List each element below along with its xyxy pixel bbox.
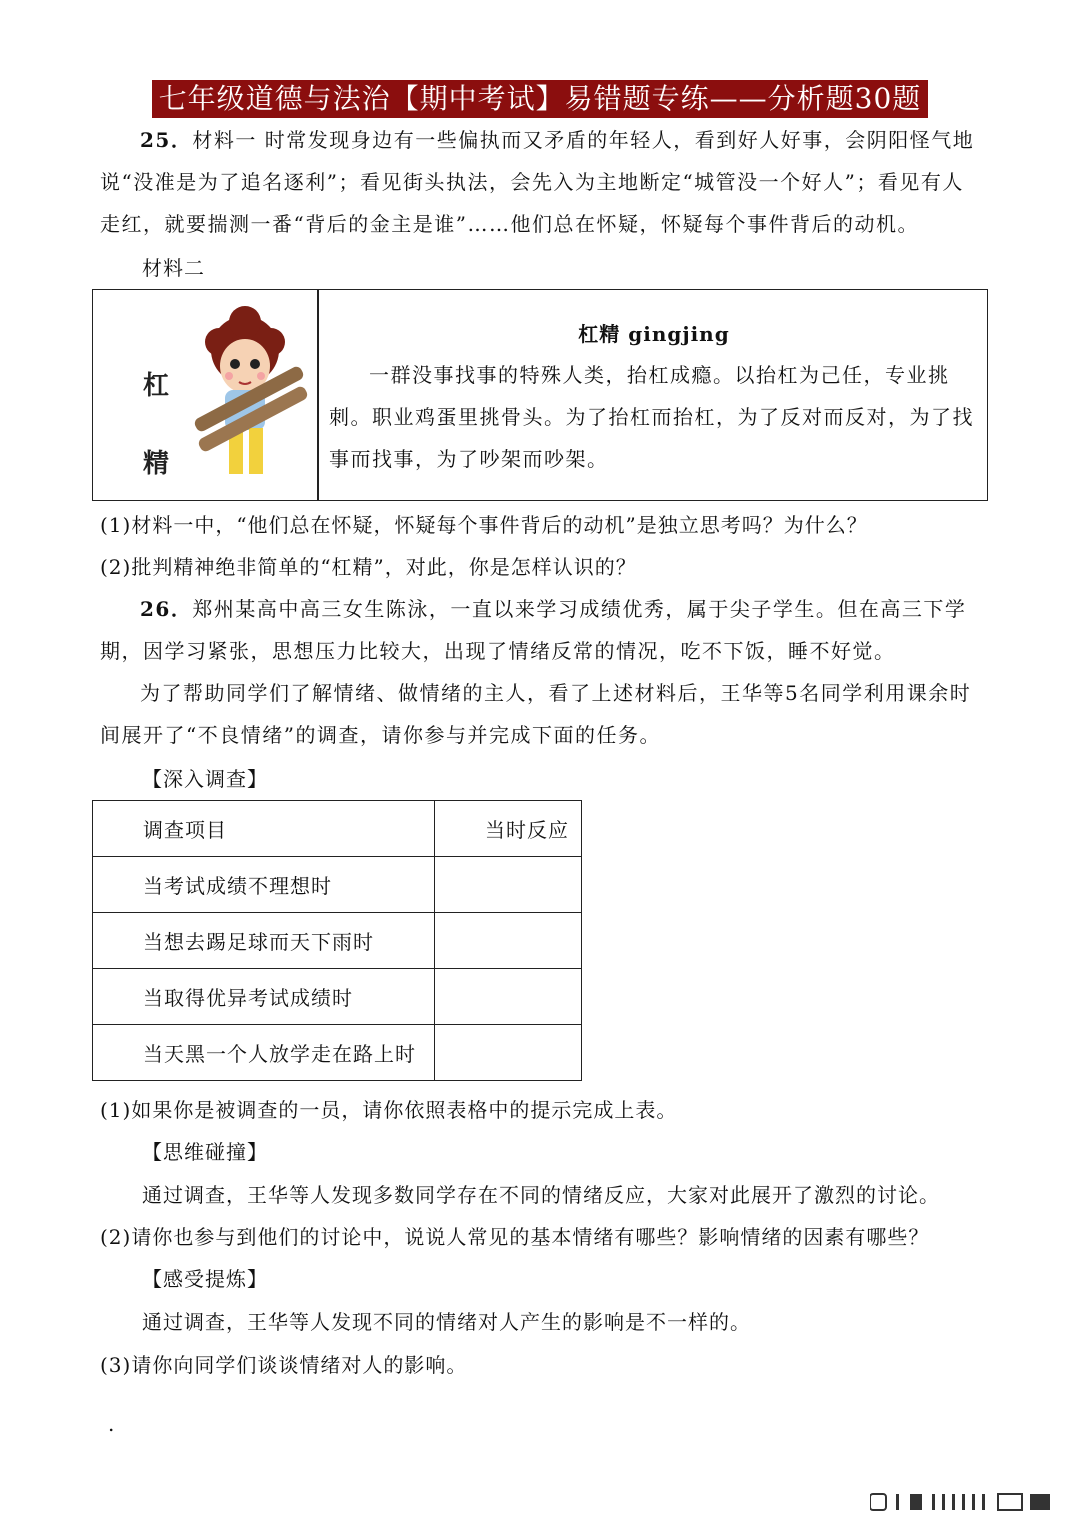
table-row [93, 857, 582, 913]
material2-box [92, 289, 988, 501]
gangjing-heading: 杠精 gingjing [578, 322, 730, 346]
table-cell-item: 当想去踢足球而天下雨时 [93, 913, 435, 969]
q26-sub2: (2)请你也参与到他们的讨论中，说说人常见的基本情绪有哪些？影响情绪的因素有哪些？ [100, 1225, 930, 1249]
table-cell-item: 当取得优异考试成绩时 [93, 969, 435, 1025]
gangjing-cartoon-image [133, 304, 313, 489]
q26-intro2: 为了帮助同学们了解情绪、做情绪的主人，看了上述材料后，王华等5名同学利用课余时间展开了“不良情绪”的调查，请你参与并完成下面的任务。 [100, 681, 972, 747]
gangjing-body: 一群没事找事的特殊人类，抬杠成瘾。以抬杠为己任，专业挑刺。职业鸡蛋里挑骨头。为了抬杠而抬杠，为了反对而反对，为了找事而找事，为了吵架而吵架。 [329, 363, 974, 471]
q26-intro [100, 588, 980, 672]
q25-material1-text: 材料一 时常发现身边有一些偏执而又矛盾的年轻人，看到好人好事，会阴阳怪气地说“没准是为了追名逐利”；看见街头执法，会先入为主地断定“城管没一个好人”；看见有人走红，就要揣测一番“背后的金主是谁”……他们总在怀疑，怀疑每个事件背后的动机。 [100, 128, 975, 236]
table-cell-reaction[interactable] [435, 857, 582, 913]
section-investigation: 【深入调查】 [142, 767, 268, 791]
table-cell-item: 当天黑一个人放学走在路上时 [93, 1025, 435, 1081]
table-cell-reaction[interactable] [435, 913, 582, 969]
section-reflection: 【感受提炼】 [142, 1267, 268, 1291]
footer-dot: . [108, 1412, 115, 1436]
q25-number: 25． [140, 128, 193, 152]
table-header-item: 调查项目 [93, 801, 435, 857]
q25-sub2: (2)批判精神绝非简单的“杠精”，对此，你是怎样认识的？ [100, 555, 637, 579]
table-cell-reaction[interactable] [435, 969, 582, 1025]
table-header-row [93, 801, 582, 857]
page-title: 七年级道德与法治【期中考试】易错题专练——分析题30题 [152, 80, 928, 118]
table-row [93, 913, 582, 969]
q26-number: 26． [140, 597, 193, 621]
q25-material1 [100, 119, 980, 245]
table-row [93, 1025, 582, 1081]
section-thinking-text: 通过调查，王华等人发现多数同学存在不同的情绪反应，大家对此展开了激烈的讨论。 [142, 1183, 940, 1207]
q26-sub1: (1)如果你是被调查的一员，请你依照表格中的提示完成上表。 [100, 1098, 678, 1122]
survey-table [92, 800, 582, 1081]
box-divider [317, 290, 319, 500]
q25-sub1: (1)材料一中，“他们总在怀疑，怀疑每个事件背后的动机”是独立思考吗？为什么？ [100, 513, 868, 537]
section-thinking: 【思维碰撞】 [142, 1140, 268, 1164]
q26-intro-text: 郑州某高中高三女生陈泳，一直以来学习成绩优秀，属于尖子学生。但在高三下学期，因学习紧张，思想压力比较大，出现了情绪反常的情况，吃不下饭，睡不好觉。 [100, 597, 967, 663]
image-char-jing: 精 [143, 449, 170, 479]
section-reflection-text: 通过调查，王华等人发现不同的情绪对人产生的影响是不一样的。 [142, 1310, 751, 1334]
q26-sub3: (3)请你向同学们谈谈情绪对人的影响。 [100, 1353, 468, 1377]
table-cell-reaction[interactable] [435, 1025, 582, 1081]
table-cell-item: 当考试成绩不理想时 [93, 857, 435, 913]
viewer-toolbar-icons [870, 1490, 1060, 1514]
table-row [93, 969, 582, 1025]
table-header-reaction: 当时反应 [435, 801, 582, 857]
image-char-gang: 杠 [143, 371, 170, 401]
q25-material2-label: 材料二 [142, 256, 205, 280]
